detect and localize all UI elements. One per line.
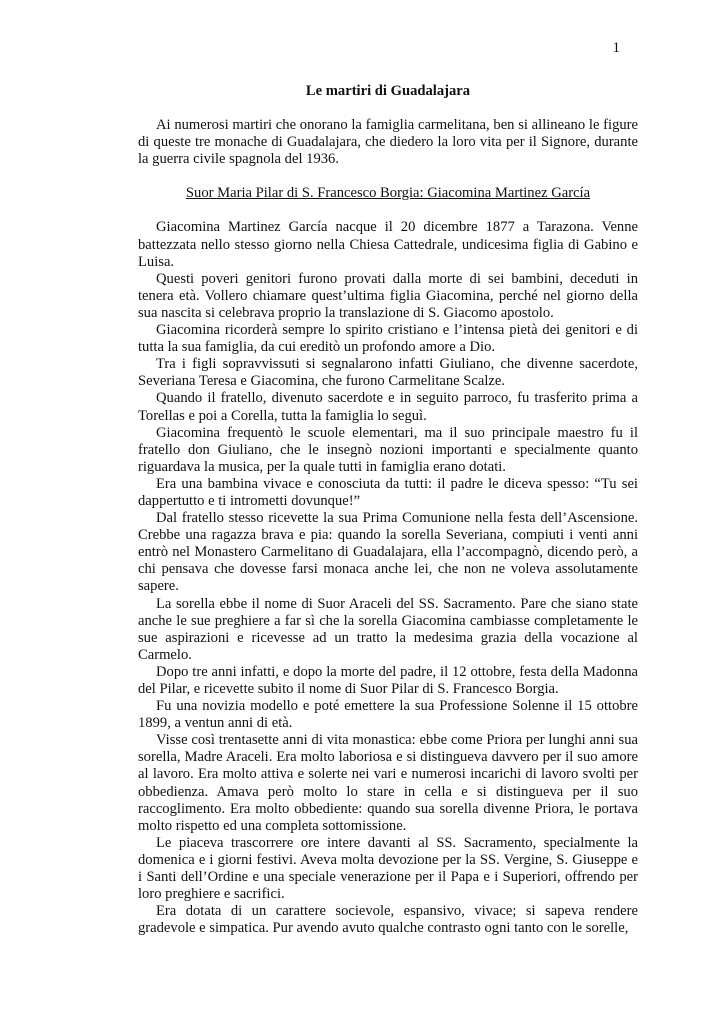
paragraph-3: Giacomina ricorderà sempre lo spirito cristiano e l’intensa pietà dei genitori e di tutta la sua famiglia, da cui ereditò un profondo amore a Dio.	[138, 322, 638, 356]
page-number: 1	[612, 40, 620, 56]
section-heading: Suor Maria Pilar di S. Francesco Borgia: Giacomina Martinez García	[185, 185, 591, 202]
paragraph-6: Giacomina frequentò le scuole elementari, ma il suo principale maestro fu il fratello don Giuliano, che le insegnò nozioni importanti e specialmente quanto riguardava la musica, per la quale tutti in famiglia erano dotati.	[138, 424, 638, 475]
paragraph-7: Era una bambina vivace e conosciuta da tutti: il padre le diceva spesso: “Tu sei dappertutto e ti intrometti dovunque!”	[138, 475, 638, 509]
intro-paragraph: Ai numerosi martiri che onorano la famiglia carmelitana, ben si allineano le figure di queste tre monache di Guadalajara, che diedero la loro vita per il Signore, durante la guerra civile spagnola del 1936.	[138, 117, 638, 168]
document-title: Le martiri di Guadalajara	[305, 83, 471, 99]
paragraph-8: Dal fratello stesso ricevette la sua Prima Comunione nella festa dell’Ascensione. Crebbe una ragazza brava e pia: quando la sorella Severiana, compiuti i venti anni entrò nel Monastero Carmelitano di Guadalajara, ella l’accompagnò, dicendo però, a chi pensava che dovesse farsi monaca anche lei, che non ne voleva assolutamente sapere.	[138, 510, 638, 595]
paragraph-5: Quando il fratello, divenuto sacerdote e in seguito parroco, fu trasferito prima a Torellas e poi a Corella, tutta la famiglia lo seguì.	[138, 390, 638, 424]
paragraph-9: La sorella ebbe il nome di Suor Araceli del SS. Sacramento. Pare che siano state anche le sue preghiere a far sì che la sorella Giacomina cambiasse completamente le sue aspirazioni e ricevesse ad un tratto la medesima grazia della vocazione al Carmelo.	[138, 595, 638, 663]
document-body	[138, 83, 638, 937]
paragraph-11: Fu una novizia modello e poté emettere la sua Professione Solenne il 15 ottobre 1899, a ventun anni di età.	[138, 698, 638, 732]
paragraph-4: Tra i figli sopravvissuti si segnalarono infatti Giuliano, che divenne sacerdote, Severiana Teresa e Giacomina, che furono Carmelitane Scalze.	[138, 356, 638, 390]
paragraph-2: Questi poveri genitori furono provati dalla morte di sei bambini, deceduti in tenera età. Vollero chiamare quest’ultima figlia Giacomina, perché nel giorno della sua nascita si celebrava proprio la translazione di S. Giacomo apostolo.	[138, 270, 638, 321]
paragraph-12: Visse così trentasette anni di vita monastica: ebbe come Priora per lunghi anni sua sorella, Madre Araceli. Era molto laboriosa e si distingueva davvero per il suo amore al lavoro. Era molto attiva e solerte nei vari e numerosi incarichi di lavoro svolti per obbedienza. Amava però molto lo stare in cella e si distingueva per il suo raccoglimento. Era molto obbediente: quando sua sorella divenne Priora, le portava molto rispetto ed una completa sottomissione.	[138, 732, 638, 834]
paragraph-1: Giacomina Martinez García nacque il 20 dicembre 1877 a Tarazona. Venne battezzata nello stesso giorno nella Chiesa Cattedrale, undicesima figlia di Gabino e Luisa.	[138, 219, 638, 270]
paragraph-13: Le piaceva trascorrere ore intere davanti al SS. Sacramento, specialmente la domenica e i giorni festivi. Aveva molta devozione per la SS. Vergine, S. Giuseppe e i Santi dell’Ordine e una speciale venerazione per il Papa e i Superiori, offrendo per loro preghiere e sacrifici.	[138, 834, 638, 903]
paragraph-14: Era dotata di un carattere socievole, espansivo, vivace; si sapeva rendere gradevole e simpatica. Pur avendo avuto qualche contrasto ogni tanto con le sorelle,	[138, 903, 638, 937]
paragraph-10: Dopo tre anni infatti, e dopo la morte del padre, il 12 ottobre, festa della Madonna del Pilar, e ricevette subito il nome di Suor Pilar di S. Francesco Borgia.	[138, 663, 638, 697]
